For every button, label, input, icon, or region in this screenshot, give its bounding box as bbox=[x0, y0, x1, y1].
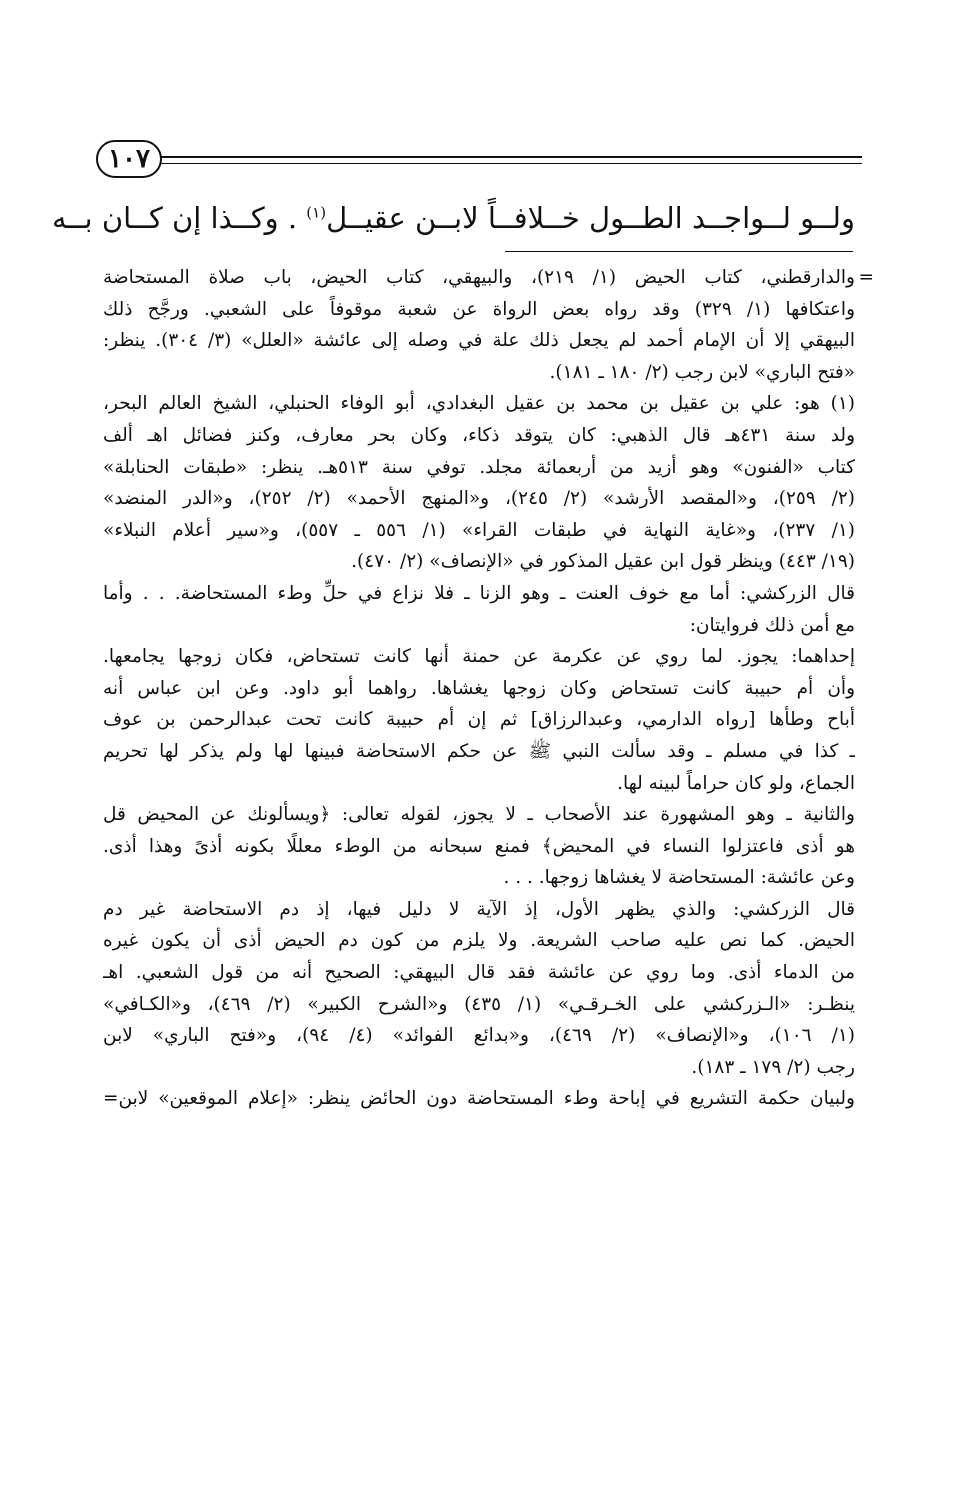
footnote-line: واعتكافها (١/ ٣٢٩) وقد رواه بعض الرواة عن شعبة موقوفاً على الشعبي. ورجَّح ذلك bbox=[103, 298, 855, 320]
footnote-line: (١/ ٢٣٧)، و«غاية النهاية في طبقات القراء» (١/ ٥٥٦ ـ ٥٥٧)، و«سير أعلام النبلاء» bbox=[103, 519, 855, 541]
footnote-line: مع أمن ذلك فروايتان: bbox=[689, 614, 855, 636]
footnote-line: (٢/ ٢٥٩)، و«المقصد الأرشد» (٢/ ٢٤٥)، و«المنهج الأحمد» (٢/ ٢٥٢)، و«الدر المنضد» bbox=[103, 488, 855, 510]
header-rule-thick bbox=[156, 156, 862, 158]
footnote-separator bbox=[505, 251, 853, 252]
footnote-line: وأن أم حبيبة كانت تستحاض وكان زوجها يغشاها. رواهما أبو داود. وعن ابن عباس أنه bbox=[103, 677, 855, 699]
footnote-line: قال الزركشي: والذي يظهر الأول، إذ الآية لا دليل فيها، إذ دم الاستحاضة غير دم bbox=[103, 898, 855, 920]
footnote-line: كتاب «الفنون» وهو أزيد من أربعمائة مجلد. توفي سنة ٥١٣هـ. ينظر: «طبقات الحنابلة» bbox=[103, 456, 855, 478]
footnote-line: (١) هو: علي بن عقيل بن محمد بن عقيل البغدادي، أبو الوفاء الحنبلي، الشيخ العالم البحر، bbox=[103, 393, 855, 415]
footnote-line: ينظـر: «الـزركشي على الخـرقـي» (١/ ٤٣٥) و«الشرح الكبير» (٢/ ٤٦٩)، و«الكـافي» bbox=[103, 993, 855, 1015]
footnote-line: إحداهما: يجوز. لما روي عن عكرمة عن حمنة أنها كانت تستحاض، فكان زوجها يجامعها. bbox=[103, 646, 855, 668]
footnote-line: أباح وطأها [رواه الدارمي، وعبدالرزاق] ثم إن أم حبيبة كانت تحت عبدالرحمن بن عوف bbox=[103, 709, 855, 731]
footnote-line: رجب (٢/ ١٧٩ ـ ١٨٣). bbox=[691, 1056, 855, 1078]
footnotes bbox=[103, 262, 855, 1115]
footnote-line: ـ كذا في مسلم ـ وقد سألت النبي ﷺ عن حكم الاستحاضة فبينها لها ولم يذكر لها تحريم bbox=[103, 740, 855, 762]
footnote-line: (١/ ١٠٦)، و«الإنصاف» (٢/ ٤٦٩)، و«بدائع الفوائد» (٤/ ٩٤)، و«فتح الباري» لابن bbox=[103, 1025, 855, 1047]
main-text-before-note: ولــو لــواجــد الطــول خــلافــاً لابــن عقيــل bbox=[326, 201, 855, 235]
footnote-reference[interactable]: (١) bbox=[306, 203, 327, 222]
footnote-line: ولد سنة ٤٣١هـ قال الذهبي: كان يتوقد ذكاء، وكان بحر معارف، وكنز فضائل اهـ ألف bbox=[103, 424, 855, 446]
footnote-line: والدارقطني، كتاب الحيض (١/ ٢١٩)، والبيهقي، كتاب الحيض، باب صلاة المستحاضة bbox=[103, 267, 855, 288]
continuation-mark: = bbox=[858, 267, 874, 288]
footnote-line: هو أذى فاعتزلوا النساء في المحيض﴾ فمنع سبحانه من الوطء معللًا بكونه أذىً وهذا أذى. bbox=[103, 835, 855, 857]
main-text-line bbox=[52, 196, 855, 240]
header-rule-thin bbox=[156, 163, 862, 164]
footnote-line: من الدماء أذى. وما روي عن عائشة فقد قال البيهقي: الصحيح أنه من قول الشعبي. اهـ bbox=[103, 962, 855, 984]
footnote-line: ولبيان حكمة التشريع في إباحة وطء المستحاضة دون الحائض ينظر: «إعلام الموقعين» لابن= bbox=[103, 1088, 855, 1110]
page-number: ١٠٧ bbox=[96, 140, 162, 178]
footnote-line: والثانية ـ وهو المشهورة عند الأصحاب ـ لا يجوز، لقوله تعالى: ﴿ويسألونك عن المحيض قل bbox=[103, 804, 855, 826]
main-text-after-note: . وكــذا إن كــان بــه bbox=[52, 201, 307, 235]
page-header bbox=[96, 138, 862, 184]
footnote-line: البيهقي إلا أن الإمام أحمد لم يجعل ذلك علة في وصله إلى عائشة «العلل» (٣/ ٣٠٤). ينظر: bbox=[103, 330, 855, 352]
footnote-line: «فتح الباري» لابن رجب (٢/ ١٨٠ ـ ١٨١). bbox=[549, 361, 855, 383]
footnote-line: (١٩/ ٤٤٣) وينظر قول ابن عقيل المذكور في «الإنصاف» (٢/ ٤٧٠). bbox=[351, 551, 855, 573]
footnote-line: الجماع، ولو كان حراماً لبينه لها. bbox=[617, 772, 855, 794]
footnote-line: قال الزركشي: أما مع خوف العنت ـ وهو الزنا ـ فلا نزاع في حلِّ وطء المستحاضة. . . وأما bbox=[103, 582, 855, 604]
footnote-line: الحيض. كما نص عليه صاحب الشريعة. ولا يلزم من كون دم الحيض أذى أن يكون غيره bbox=[103, 930, 855, 952]
footnote-line: وعن عائشة: المستحاضة لا يغشاها زوجها. . . . bbox=[503, 867, 855, 889]
